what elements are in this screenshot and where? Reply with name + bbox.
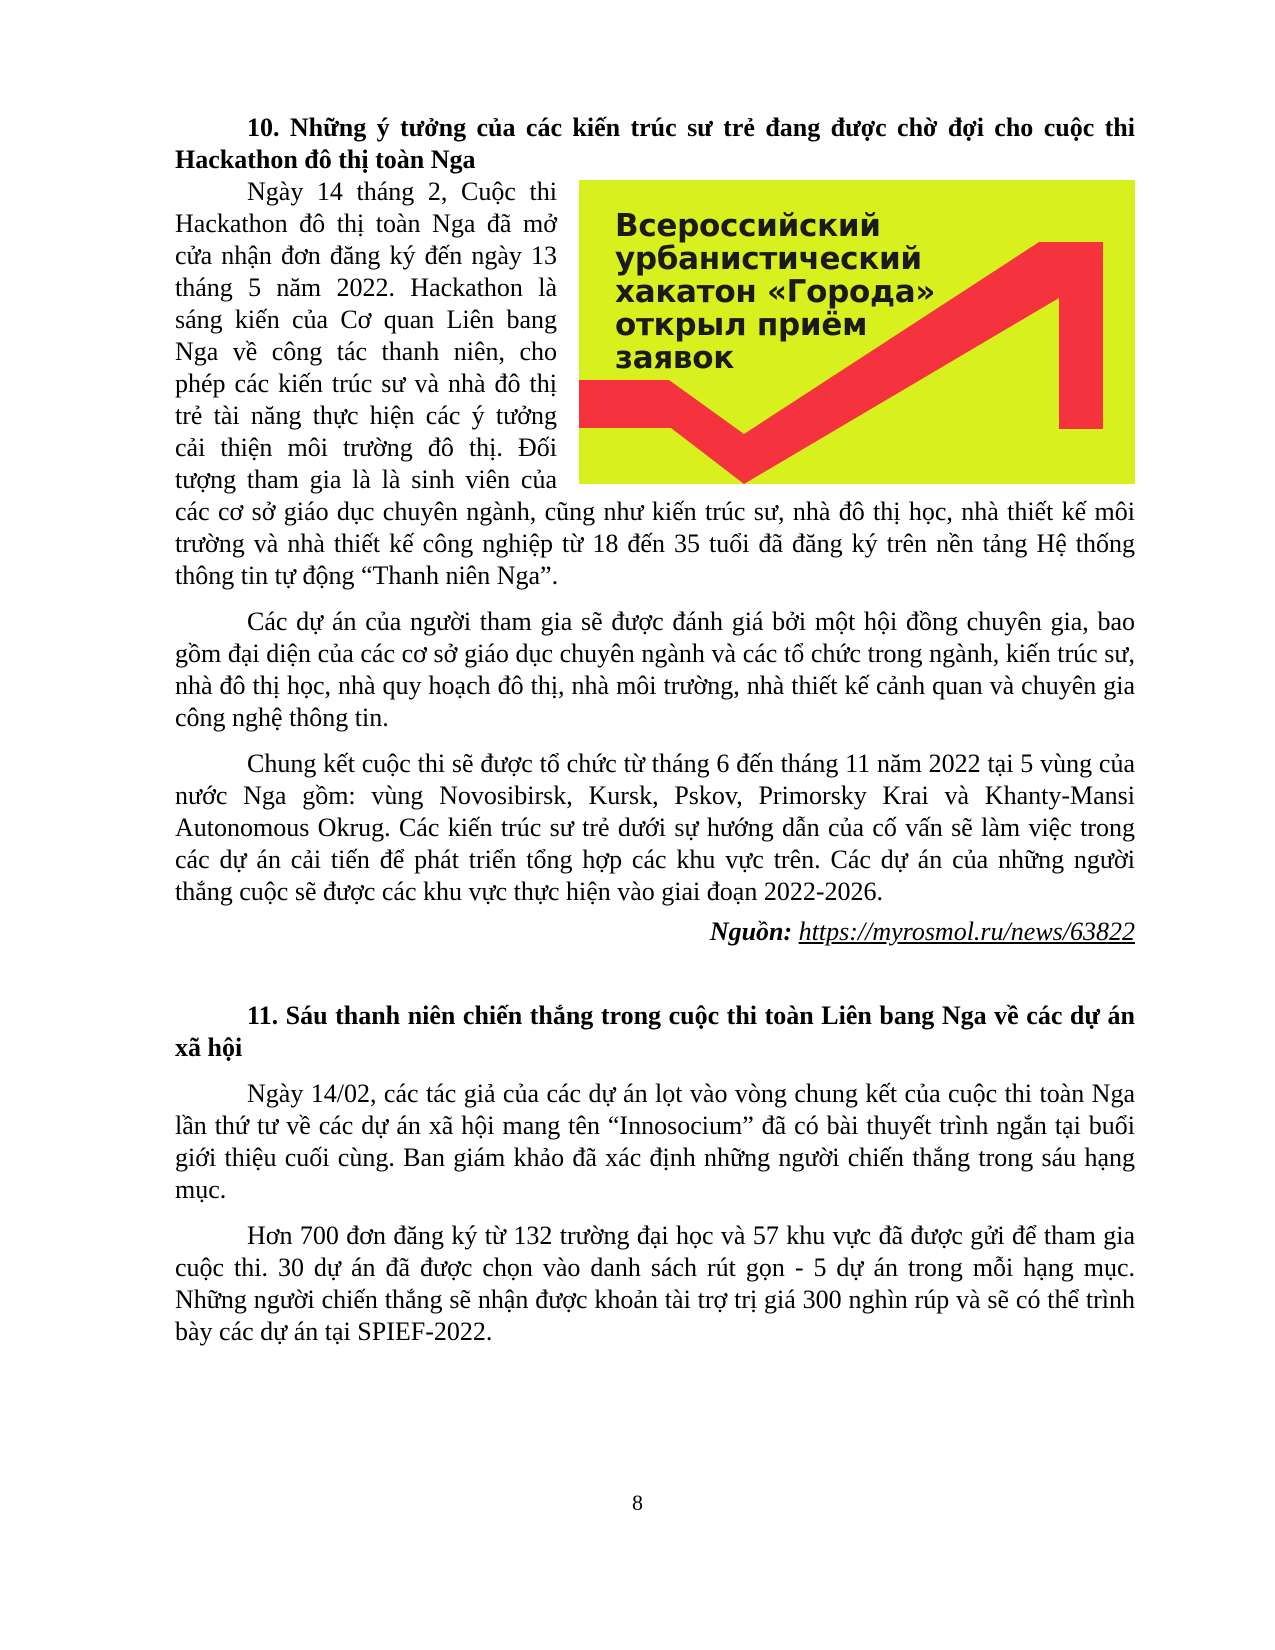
section-11-paragraph-1: Ngày 14/02, các tác giả của các dự án lọt vào vòng chung kết của cuộc thi toàn Nga lần thứ tư về các dự án xã hội mang tên “Innosocium” đã có bài thuyết trình ngắn tại buổi giới thiệu cuối cùng. Ban giám khảo đã xác định những người chiến thắng trong sáu hạng mục. xyxy=(175,1079,1135,1204)
poster-headline xyxy=(615,210,935,375)
poster-line-3: хакатон «Города» xyxy=(615,274,936,310)
poster-line-5: заявок xyxy=(615,340,734,376)
document-page xyxy=(175,112,1135,1348)
poster-line-4: открыл приём xyxy=(615,307,868,343)
source-label: Nguồn: xyxy=(709,917,793,946)
page-number: 8 xyxy=(632,1490,643,1515)
hackathon-poster-image xyxy=(579,180,1135,484)
section-10-heading: 10. Những ý tưởng của các kiến trúc sư trẻ đang được chờ đợi cho cuộc thi Hackathon đô thị toàn Nga xyxy=(175,113,1135,174)
section-10-paragraph-1: Ngày 14 tháng 2, Cuộc thi Hackathon đô thị toàn Nga đã mở cửa nhận đơn đăng ký đến ngày 13 tháng 5 năm 2022. Hackathon là sáng kiến của Cơ quan Liên bang Nga về công tác thanh niên, cho phép các kiến trúc sư và nhà đô thị trẻ tài năng thực hiện các ý tưởng cải thiện môi trường đô thị. Đối tượng tham gia là là sinh viên của các cơ sở giáo dục chuyên ngành, cũng như kiến trúc sư, nhà đô thị học, nhà thiết kế môi trường và nhà thiết kế công nghiệp từ 18 đến 35 tuổi đã đăng ký trên nền tảng Hệ thống thông tin tự động “Thanh niên Nga”. xyxy=(175,177,1135,590)
section-11-paragraph-2: Hơn 700 đơn đăng ký từ 132 trường đại học và 57 khu vực đã được gửi để tham gia cuộc thi. 30 dự án đã được chọn vào danh sách rút gọn - 5 dự án trong mỗi hạng mục. Những người chiến thắng sẽ nhận được khoản tài trợ trị giá 300 nghìn rúp và sẽ có thể trình bày các dự án tại SPIEF-2022. xyxy=(175,1221,1135,1346)
section-10-paragraph-2: Các dự án của người tham gia sẽ được đánh giá bởi một hội đồng chuyên gia, bao gồm đại diện của các cơ sở giáo dục chuyên ngành và các tổ chức trong ngành, kiến trúc sư, nhà đô thị học, nhà quy hoạch đô thị, nhà môi trường, nhà thiết kế cảnh quan và chuyên gia công nghệ thông tin. xyxy=(175,607,1135,732)
poster-line-2: урбанистический xyxy=(615,241,922,277)
source-link[interactable]: https://myrosmol.ru/news/63822 xyxy=(798,917,1135,946)
source-citation xyxy=(175,916,1135,948)
section-10-paragraph-3: Chung kết cuộc thi sẽ được tổ chức từ tháng 6 đến tháng 11 năm 2022 tại 5 vùng của nước Nga gồm: vùng Novosibirsk, Kursk, Pskov, Primorsky Krai và Khanty-Mansi Autonomous Okrug. Các kiến trúc sư trẻ dưới sự hướng dẫn của cố vấn sẽ làm việc trong các dự án cải tiến để phát triển tổng hợp các khu vực trên. Các dự án của những người thắng cuộc sẽ được các khu vực thực hiện vào giai đoạn 2022-2026. xyxy=(175,749,1135,906)
poster-line-1: Всероссийский xyxy=(615,208,881,244)
section-11-heading: 11. Sáu thanh niên chiến thắng trong cuộc thi toàn Liên bang Nga về các dự án xã hội xyxy=(175,1001,1135,1062)
